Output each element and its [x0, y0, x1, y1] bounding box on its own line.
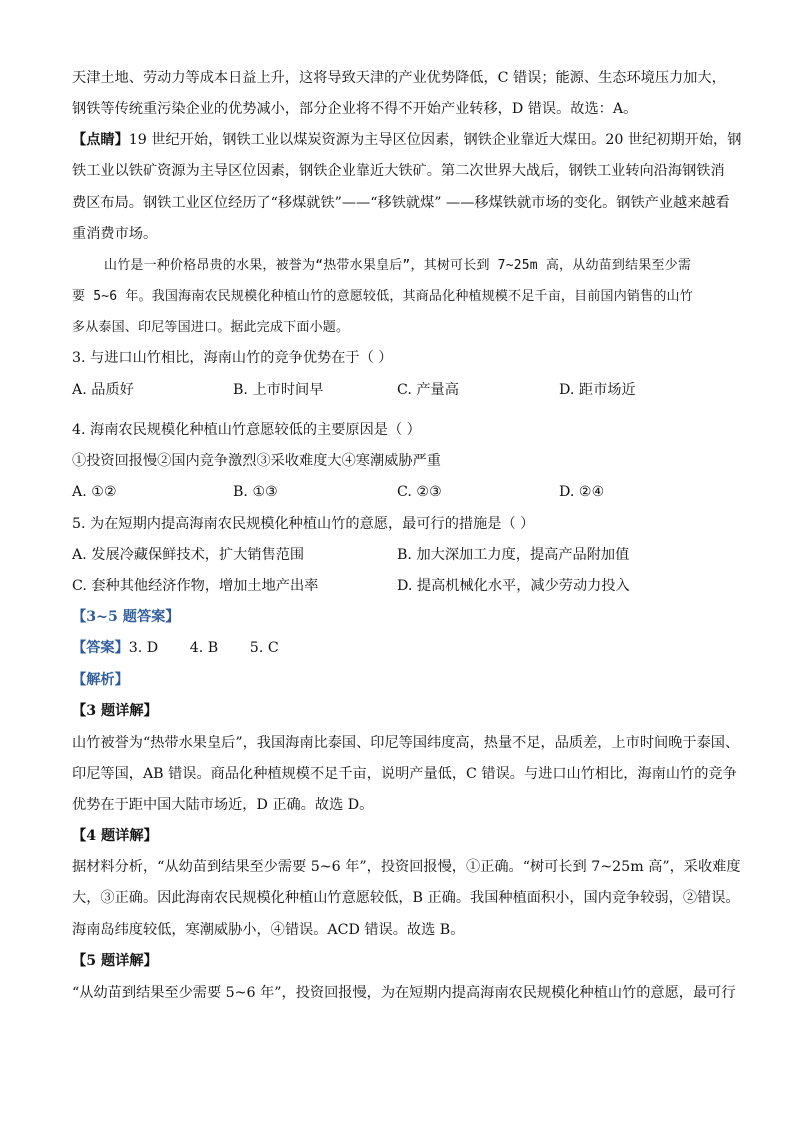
- question-3: 3. 与进口山竹相比，海南山竹的竞争优势在于（ ）: [72, 350, 393, 366]
- text-line: “从幼苗到结果至少需要 5~6 年”，投资回报慢，为在短期内提高海南农民规模化种植山竹的意愿，最可行: [72, 985, 736, 1001]
- option-a: A. ①②: [72, 484, 117, 500]
- text-line: 钢铁等传统重污染企业的优势减小，部分企业将不得不开始产业转移，D 错误。故选：A。: [72, 101, 638, 117]
- detail-4-heading: 【4 题详解】: [72, 828, 158, 844]
- option-c: C. ②③: [397, 484, 442, 500]
- answer-line: [72, 638, 279, 658]
- text-line: 铁工业以铁矿资源为主导区位因素，钢铁企业靠近大铁矿。第二次世界大战后，钢铁工业转向沿海钢铁消: [72, 163, 725, 179]
- material-line: 多从泰国、印尼等国进口。据此完成下面小题。: [72, 320, 350, 335]
- question-4: 4. 海南农民规模化种植山竹意愿较低的主要原因是（ ）: [72, 422, 421, 438]
- text-line: 海南岛纬度较低，寒潮威胁小，④错误。ACD 错误。故选 B。: [72, 922, 465, 938]
- material-line: 要 5~6 年。我国海南农民规模化种植山竹的意愿较低，其商品化种植规模不足千亩，目前国内销售的山竹: [72, 289, 693, 304]
- answer-values: 3. D 4. B 5. C: [128, 640, 279, 656]
- option-c: C. 套种其他经济作物，增加土地产出率: [72, 578, 319, 594]
- option-c: C. 产量高: [397, 382, 459, 398]
- tip-text: 19 世纪开始，钢铁工业以煤炭资源为主导区位因素，钢铁企业靠近大煤田。20 世纪初期开始，钢: [128, 132, 742, 148]
- option-a: A. 发展冷藏保鲜技术，扩大销售范围: [72, 547, 305, 563]
- option-d: D. ②④: [559, 484, 605, 500]
- option-b: B. ①③: [233, 484, 278, 500]
- text-line: 重消费市场。: [72, 226, 158, 242]
- question-5: 5. 为在短期内提高海南农民规模化种植山竹的意愿，最可行的措施是（ ）: [72, 516, 535, 532]
- text-line: 优势在于距中国大陆市场近，D 正确。故选 D。: [72, 797, 374, 813]
- detail-3-heading: 【3 题详解】: [72, 703, 158, 719]
- option-d: D. 距市场近: [559, 382, 636, 398]
- detail-5-heading: 【5 题详解】: [72, 953, 158, 969]
- tip-label: 【点睛】: [72, 132, 129, 148]
- answer-section-title: 【3~5 题答案】: [72, 609, 180, 625]
- question-4-statements: ①投资回报慢②国内竞争激烈③采收难度大④寒潮威胁严重: [72, 453, 441, 469]
- option-d: D. 提高机械化水平，减少劳动力投入: [397, 578, 630, 594]
- text-line: 山竹被誉为“热带水果皇后”，我国海南比泰国、印尼等国纬度高，热量不足，品质差，上市时间晚于泰国、: [72, 735, 740, 751]
- text-line: 大，③正确。因此海南农民规模化种植山竹意愿较低，B 正确。我国种植面积小，国内竞争较弱，②错误。: [72, 890, 740, 906]
- text-line: 印尼等国，AB 错误。商品化种植规模不足千亩，说明产量低，C 错误。与进口山竹相比，海南山竹的竞争: [72, 766, 737, 782]
- text-line: 天津土地、劳动力等成本日益上升，这将导致天津的产业优势降低，C 错误；能源、生态环境压力加大，: [72, 70, 726, 86]
- text-line: 费区布局。钢铁工业区位经历了“移煤就铁”——“移铁就煤” ——移煤铁就市场的变化。钢铁产业越来越看: [72, 195, 730, 211]
- option-b: B. 上市时间早: [233, 382, 324, 398]
- option-a: A. 品质好: [72, 382, 134, 398]
- tip-line: [72, 130, 741, 150]
- analysis-heading: 【解析】: [72, 672, 129, 688]
- option-b: B. 加大深加工力度，提高产品附加值: [397, 547, 630, 563]
- material-line: 山竹是一种价格昂贵的水果，被誉为“热带水果皇后”，其树可长到 7~25m 高，从幼苗到结果至少需: [104, 258, 692, 273]
- answer-label: 【答案】: [72, 640, 129, 656]
- text-line: 据材料分析，“从幼苗到结果至少需要 5~6 年”，投资回报慢，①正确。“树可长到 7~25m 高”，采收难度: [72, 859, 741, 875]
